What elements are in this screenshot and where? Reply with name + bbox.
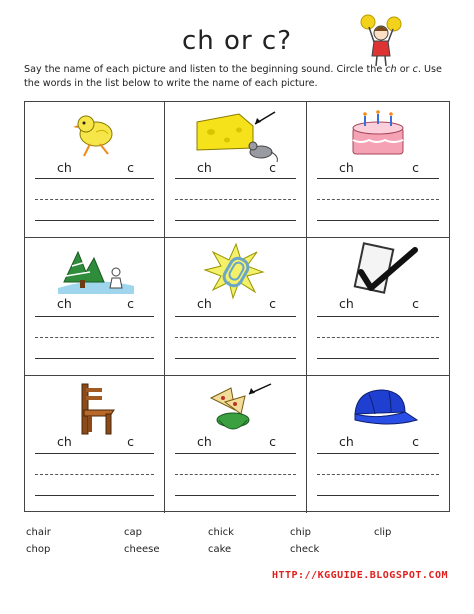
word-item: chick — [208, 527, 234, 538]
writing-line-base[interactable] — [317, 495, 439, 496]
cell-1 — [25, 102, 165, 238]
option-ch[interactable]: ch — [197, 296, 212, 311]
tree-icon — [50, 242, 140, 300]
writing-line-mid — [175, 474, 296, 475]
picture-grid — [24, 101, 450, 512]
cell-6 — [307, 238, 449, 376]
option-c[interactable]: c — [269, 296, 276, 311]
option-c[interactable]: c — [269, 434, 276, 449]
word-item: cheese — [124, 544, 160, 555]
instructions: Say the name of each picture and listen to the beginning sound. Circle the ch or c. Use the words in the list below to write the name of each picture. — [24, 64, 442, 89]
chick-icon — [50, 106, 140, 164]
word-item: cake — [208, 544, 232, 555]
word-item: chip — [290, 527, 311, 538]
cell-4 — [25, 238, 165, 376]
word-item: chair — [26, 527, 51, 538]
word-item: cap — [124, 527, 142, 538]
writing-line-top — [317, 453, 439, 454]
writing-line-base[interactable] — [35, 495, 154, 496]
cake-icon — [333, 106, 423, 164]
option-ch[interactable]: ch — [197, 160, 212, 175]
cell-9 — [307, 376, 449, 513]
page-title: ch or c? — [182, 26, 292, 56]
cheese-icon — [191, 106, 281, 164]
chair-icon — [50, 380, 140, 438]
writing-line-mid — [175, 337, 296, 338]
writing-line-top — [317, 316, 439, 317]
cell-5 — [165, 238, 307, 376]
writing-line-top — [317, 178, 439, 179]
cell-3 — [307, 102, 449, 238]
cell-8 — [165, 376, 307, 513]
cell-2 — [165, 102, 307, 238]
option-ch[interactable]: ch — [57, 296, 72, 311]
writing-line-base[interactable] — [175, 358, 296, 359]
writing-line-base[interactable] — [317, 220, 439, 221]
option-c[interactable]: c — [127, 160, 134, 175]
cheerleader-icon — [360, 14, 402, 68]
option-ch[interactable]: ch — [339, 296, 354, 311]
clip-icon — [191, 242, 281, 300]
writing-line-mid — [317, 337, 439, 338]
chip-icon — [191, 380, 281, 438]
word-item: chop — [26, 544, 51, 555]
writing-line-base[interactable] — [175, 220, 296, 221]
writing-line-mid — [317, 199, 439, 200]
writing-line-mid — [35, 337, 154, 338]
word-list — [26, 527, 446, 561]
writing-line-base[interactable] — [175, 495, 296, 496]
writing-line-base[interactable] — [35, 358, 154, 359]
option-c[interactable]: c — [412, 296, 419, 311]
writing-line-top — [175, 178, 296, 179]
option-c[interactable]: c — [412, 160, 419, 175]
option-ch[interactable]: ch — [57, 160, 72, 175]
writing-line-top — [35, 316, 154, 317]
writing-line-mid — [35, 199, 154, 200]
writing-line-top — [175, 453, 296, 454]
cell-7 — [25, 376, 165, 513]
option-c[interactable]: c — [412, 434, 419, 449]
writing-line-base[interactable] — [35, 220, 154, 221]
writing-line-top — [35, 178, 154, 179]
option-c[interactable]: c — [127, 434, 134, 449]
cap-icon — [333, 380, 423, 438]
option-ch[interactable]: ch — [339, 434, 354, 449]
writing-line-top — [175, 316, 296, 317]
writing-line-top — [35, 453, 154, 454]
check-icon — [333, 242, 423, 300]
option-c[interactable]: c — [269, 160, 276, 175]
writing-line-mid — [175, 199, 296, 200]
writing-line-mid — [317, 474, 439, 475]
footer-url[interactable]: HTTP://KGGUIDE.BLOGSPOT.COM — [271, 570, 448, 581]
writing-line-base[interactable] — [317, 358, 439, 359]
option-ch[interactable]: ch — [339, 160, 354, 175]
option-c[interactable]: c — [127, 296, 134, 311]
writing-line-mid — [35, 474, 154, 475]
word-item: clip — [374, 527, 392, 538]
option-ch[interactable]: ch — [57, 434, 72, 449]
option-ch[interactable]: ch — [197, 434, 212, 449]
word-item: check — [290, 544, 320, 555]
